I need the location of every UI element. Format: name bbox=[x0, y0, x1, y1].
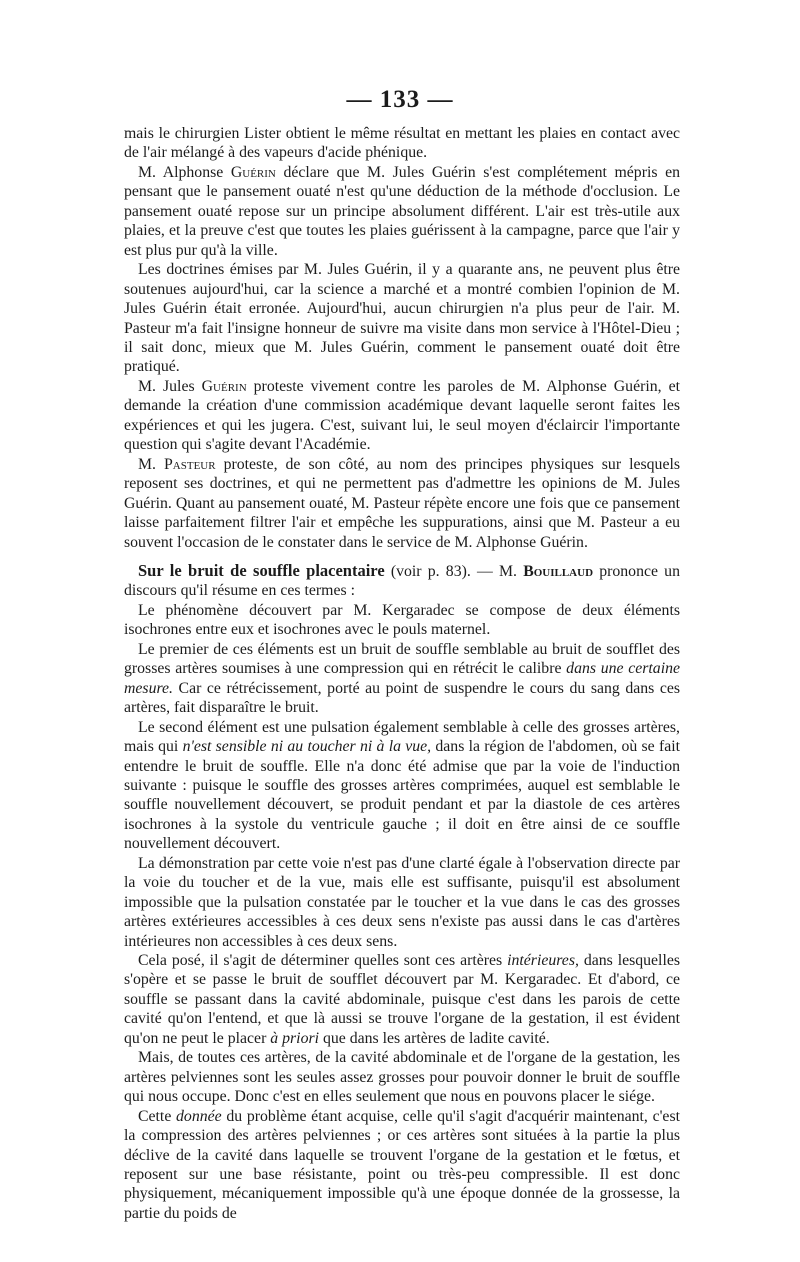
text-run: proteste, de son côté, au nom des principes physiques sur lesquels reposent ses doctrines, et qui ne permettent pas d'admettre les opinions de M. Jules Guérin. Quant au pansement ouaté, M. Pasteur répète encore une fois que ce pansement laisse parfaitement filtrer l'air et empêche les suppurations, ainsi que M. Pasteur a eu souvent l'occasion de le constater dans le service de M. Alphonse Guérin. bbox=[124, 455, 680, 551]
text-run: M. Alphonse bbox=[138, 163, 231, 181]
section-title: Sur le bruit de souffle placentaire bbox=[138, 560, 385, 580]
text-run: dans la région de l'abdomen, où se fait entendre le bruit de souffle. Elle n'a donc été admise que par la voie de l'induction suivante : puisque le souffle des grosses artères comprimées, auquel est semblable le souffle nouvellement découvert, se produit pendant et par la diastole de ces artères isochrones à la systole du ventricule gauche ; il doit en être ainsi de ce souffle nouvellement découvert. bbox=[124, 738, 680, 853]
text-run: Le second élément est une pulsation également semblable à celle des grosses artères, mais qui bbox=[124, 718, 680, 756]
paragraph bbox=[124, 163, 680, 260]
text-sc: Pasteur bbox=[164, 455, 216, 473]
text-run: du problème étant acquise, celle qu'il s'agit d'acquérir maintenant, c'est la compression des artères pelviennes ; or ces artères sont situées à la partie la plus déclive de la cavité dans laquelle se trouvent l'organe de la gestation et le fœtus, et reposent sur une base résistante, point ou très-peu compressible. Il est donc physiquement, mécaniquement impossible qu'à une époque donnée de la grossesse, la partie du poids de bbox=[124, 1107, 680, 1222]
paragraph bbox=[124, 260, 680, 377]
text-run: Cette bbox=[138, 1107, 177, 1125]
text-sc: Guérin bbox=[201, 377, 247, 395]
text-author: Bouillaud bbox=[523, 562, 594, 580]
text-em: n'est sensible ni au toucher ni à la vue, bbox=[182, 738, 432, 756]
text-run: M. bbox=[138, 455, 164, 473]
paragraph bbox=[124, 124, 680, 163]
paragraph bbox=[124, 951, 680, 1048]
paragraph bbox=[124, 377, 680, 455]
text-run: Mais, de toutes ces artères, de la cavité abdominale et de l'organe de la gestation, les artères pelviennes sont les seules assez grosses pour pouvoir donner le bruit de souffle qui nous occupe. Donc c'est en elles seulement que nous en pouvons placer le siége. bbox=[124, 1049, 680, 1106]
paragraph bbox=[124, 1048, 680, 1106]
text-run: (voir p. 83). — M. bbox=[384, 562, 524, 580]
page-number: — 133 — bbox=[346, 86, 454, 113]
paragraph bbox=[124, 601, 680, 640]
paragraph bbox=[124, 640, 680, 718]
text-run: déclare que M. Jules Guérin s'est complétement mépris en pensant que le pansement ouaté n'est qu'une déduction de la méthode d'occlusion. Le pansement ouaté repose sur un principe absolument différent. L'air est très-utile aux plaies, et la preuve c'est que toutes les plaies guérissent à la campagne, parce que l'air y est plus pur qu'à la ville. bbox=[124, 163, 680, 259]
text-run: Les doctrines émises par M. Jules Guérin, il y a quarante ans, ne peuvent plus être soutenues aujourd'hui, car la science a marché et a montré combien l'opinion de M. Jules Guérin était erronée. Aujourd'hui, aucun chirurgien n'a plus peur de l'air. M. Pasteur m'a fait l'insigne honneur de suivre ma visite dans mon service à l'Hôtel-Dieu ; il sait donc, mieux que M. Jules Guérin, comment le pansement ouaté doit être pratiqué. bbox=[124, 261, 680, 376]
text-run: que dans les artères de ladite cavité. bbox=[319, 1029, 550, 1047]
paragraph bbox=[124, 455, 680, 552]
text-run: Le premier de ces éléments est un bruit de souffle semblable au bruit de soufflet des grosses artères soumises à une compression qui en rétrécit le calibre bbox=[124, 640, 680, 678]
text-run: M. Jules bbox=[138, 377, 202, 395]
text-run: dans lesquelles s'opère et se passe le bruit de soufflet découvert par M. Kergaradec. Et d'abord, ce souffle se passant dans la cavité abdominale, puisque c'est dans les parois de cette cavité qu'on l'entend, et que là aussi se trouve l'organe de la gestation, il est évident qu'on ne peut le placer bbox=[124, 952, 680, 1047]
text-em: dans une certaine mesure. bbox=[124, 660, 680, 697]
paragraph bbox=[124, 854, 680, 951]
section-heading-paragraph bbox=[124, 561, 680, 601]
text-run: Le phénomène découvert par M. Kergaradec se compose de deux éléments isochrones entre eux et isochrones avec le pouls maternel. bbox=[124, 601, 680, 639]
text-em: donnée bbox=[176, 1107, 222, 1125]
paragraph bbox=[124, 1107, 680, 1224]
text-run: mais le chirurgien Lister obtient le même résultat en mettant les plaies en contact avec de l'air mélangé à des vapeurs d'acide phénique. bbox=[124, 125, 680, 162]
text-run: prononce un discours qu'il résume en ces termes : bbox=[124, 562, 680, 600]
text-run: Car ce rétrécissement, porté au point de suspendre le cours du sang dans ces artères, fait disparaître le bruit. bbox=[124, 679, 680, 717]
text-run: proteste vivement contre les paroles de M. Alphonse Guérin, et demande la création d'une commission académique devant laquelle seront faites les expériences et qui les jugera. C'est, suivant lui, le seul moyen d'éclaircir l'importante question qui s'agite devant l'Académie. bbox=[124, 377, 680, 454]
body-text bbox=[124, 124, 680, 1223]
paragraph bbox=[124, 718, 680, 854]
text-em: à priori bbox=[270, 1029, 319, 1047]
text-run: La démonstration par cette voie n'est pas d'une clarté égale à l'observation directe par la voie du toucher et de la vue, mais elle est suffisante, puisqu'il est absolument impossible que la pulsation constatée par le toucher et la vue dans le cas des grosses artères extérieures accessibles à ces deux sens n'existe pas aussi dans le cas d'artères intérieures non accessibles à ces deux sens. bbox=[124, 854, 680, 950]
text-run: Cela posé, il s'agit de déterminer quelles sont ces artères bbox=[138, 952, 508, 970]
text-sc: Guérin bbox=[230, 163, 276, 181]
text-em: intérieures, bbox=[507, 952, 579, 970]
